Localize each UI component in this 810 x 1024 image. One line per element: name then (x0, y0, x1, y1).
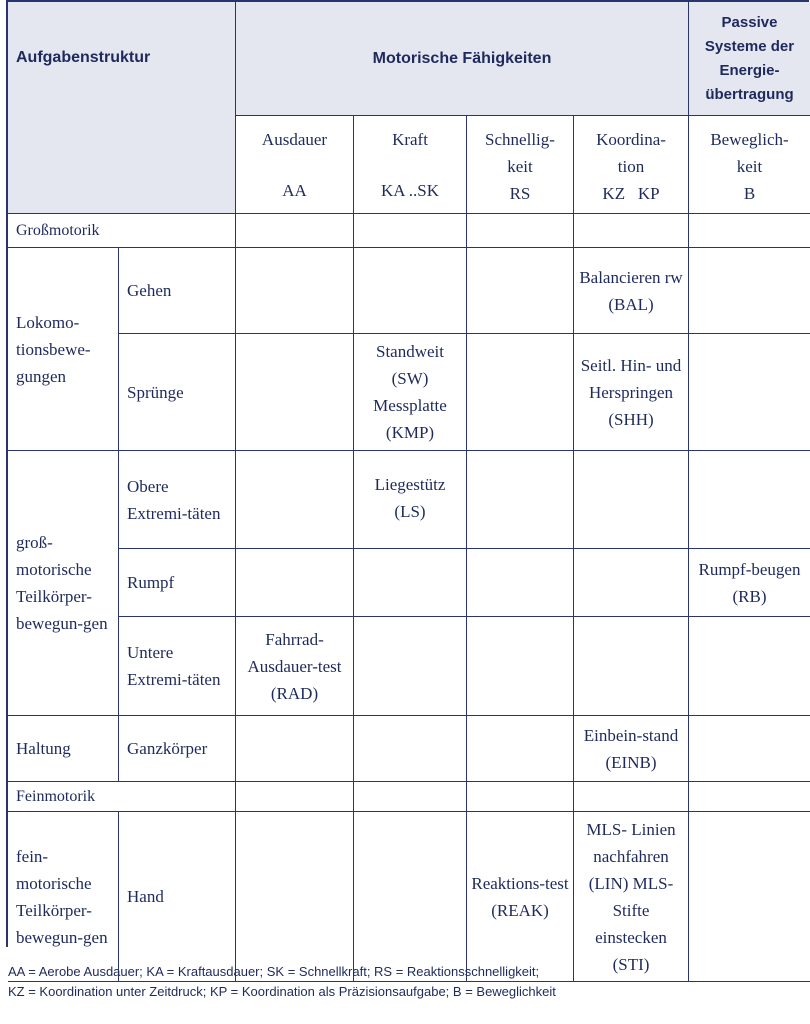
empty-cell (467, 214, 574, 248)
test-fahrrad-ausdauer: Fahrrad-Ausdauer-test (RAD) (236, 617, 354, 716)
col-ausdauer-label: Ausdauer (261, 130, 328, 149)
section-grossmotorik: Großmotorik (8, 214, 236, 248)
group-feinmotorische: fein-motorische Teilkörper-bewegun-gen (8, 812, 119, 982)
empty-cell (574, 782, 689, 812)
part-spruenge: Sprünge (119, 334, 236, 451)
empty-cell (689, 248, 810, 334)
part-untere-extremitaeten: Untere Extremi-täten (119, 617, 236, 716)
empty-cell (354, 248, 467, 334)
footnote-line-1: AA = Aerobe Ausdauer; KA = Kraftausdauer; SK = Schnellkraft; RS = Reaktionsschnelligkeit; (8, 964, 540, 979)
empty-cell (574, 549, 689, 617)
part-gehen: Gehen (119, 248, 236, 334)
empty-cell (354, 812, 467, 982)
col-beweglichkeit-abbr: B (743, 184, 756, 203)
col-kraft-abbr: KA ..SK (380, 181, 440, 200)
empty-cell (354, 214, 467, 248)
empty-cell (236, 451, 354, 549)
empty-cell (236, 248, 354, 334)
col-schnelligkeit-abbr: RS (509, 184, 531, 203)
empty-cell (467, 716, 574, 782)
header-passive-systeme: Passive Systeme der Energie-übertragung (689, 2, 810, 116)
section-feinmotorik: Feinmotorik (8, 782, 236, 812)
header-motorische-faehigkeiten: Motorische Fähigkeiten (236, 2, 689, 116)
empty-cell (236, 716, 354, 782)
col-ausdauer (236, 116, 354, 214)
empty-cell (236, 549, 354, 617)
col-koordination-label: Koordina-tion (596, 130, 666, 176)
empty-cell (689, 617, 810, 716)
group-lokomotion: Lokomo-tionsbewe-gungen (8, 248, 119, 451)
col-schnelligkeit-label: Schnellig-keit (485, 130, 555, 176)
empty-cell (689, 782, 810, 812)
empty-cell (689, 812, 810, 982)
empty-cell (574, 451, 689, 549)
header-aufgabenstruktur: Aufgabenstruktur (8, 2, 236, 214)
part-rumpf: Rumpf (119, 549, 236, 617)
empty-cell (354, 549, 467, 617)
empty-cell (574, 214, 689, 248)
empty-cell (574, 617, 689, 716)
empty-cell (354, 782, 467, 812)
empty-cell (689, 451, 810, 549)
empty-cell (467, 248, 574, 334)
col-koordination (574, 116, 689, 214)
part-hand: Hand (119, 812, 236, 982)
empty-cell (467, 549, 574, 617)
footnote-line-2: KZ = Koordination unter Zeitdruck; KP = Koordination als Präzisionsaufgabe; B = Beweglichkeit (8, 984, 556, 999)
col-ausdauer-abbr: AA (282, 181, 307, 200)
test-liegestuetz: Liegestütz (LS) (354, 451, 467, 549)
empty-cell (467, 617, 574, 716)
group-grossmotorische: groß-motorische Teilkörper-bewegun-gen (8, 451, 119, 716)
col-kraft (354, 116, 467, 214)
empty-cell (354, 617, 467, 716)
col-koordination-abbr: KZ KP (602, 184, 660, 203)
col-beweglichkeit-label: Beweglich-keit (710, 130, 789, 176)
empty-cell (689, 334, 810, 451)
test-balancieren: Balancieren rw (BAL) (574, 248, 689, 334)
footnote (8, 962, 808, 1002)
col-beweglichkeit (689, 116, 810, 214)
empty-cell (236, 214, 354, 248)
test-mls: MLS- Linien nachfahren (LIN) MLS- Stifte einstecken (STI) (574, 812, 689, 982)
empty-cell (689, 214, 810, 248)
group-haltung: Haltung (8, 716, 119, 782)
empty-cell (689, 716, 810, 782)
col-schnelligkeit (467, 116, 574, 214)
empty-cell (467, 782, 574, 812)
empty-cell (236, 782, 354, 812)
part-ganzkoerper: Ganzkörper (119, 716, 236, 782)
empty-cell (354, 716, 467, 782)
test-rumpfbeugen: Rumpf-beugen (RB) (689, 549, 810, 617)
part-obere-extremitaeten: Obere Extremi-täten (119, 451, 236, 549)
empty-cell (236, 812, 354, 982)
empty-cell (467, 451, 574, 549)
empty-cell (467, 334, 574, 451)
empty-cell (236, 334, 354, 451)
test-reaktionstest: Reaktions-test (REAK) (467, 812, 574, 982)
col-kraft-label: Kraft (392, 130, 428, 149)
test-einbeinstand: Einbein-stand (EINB) (574, 716, 689, 782)
test-seitl-hin-her: Seitl. Hin- und Herspringen (SHH) (574, 334, 689, 451)
test-standweit: Standweit (SW) Messplatte (KMP) (354, 334, 467, 451)
